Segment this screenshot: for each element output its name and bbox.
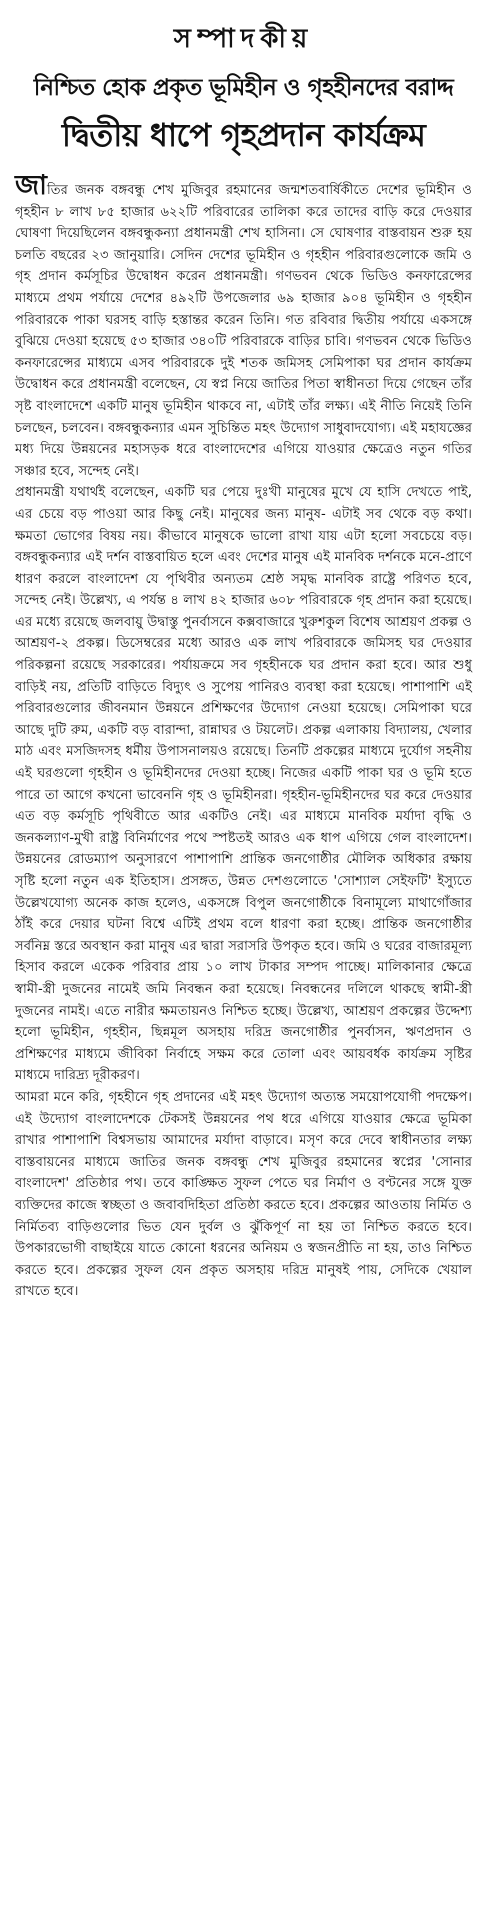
drop-cap: জা (15, 170, 47, 201)
paragraph-1-text: তির জনক বঙ্গবন্ধু শেখ মুজিবুর রহমানের জন্মশতবার্ষিকীতে দেশের ভূমিহীন ও গৃহহীন ৮ লাখ ৮৫ হাজার ৬২২টি পরিবারের তালিকা করে তাদের বাড়ি করে দেওয়ার ঘোষণা দিয়েছিলেন বঙ্গবন্ধুকন্যা প্রধানমন্ত্রী শেখ হাসিনা। সে ঘোষণার বাস্তবায়ন শুরু হয় চলতি বছরের ২৩ জানুয়ারি। সেদিন দেশের ভূমিহীন ও গৃহহীন পরিবারগুলোকে জমি ও গৃহ প্রদান কর্মসূচির উদ্বোধন করেন প্রধানমন্ত্রী। গণভবন থেকে ভিডিও কনফারেন্সের মাধ্যমে প্রথম পর্যায়ে দেশের ৪৯২টি উপজেলার ৬৯ হাজার ৯০৪ ভূমিহীন ও গৃহহীন পরিবারকে পাকা ঘরসহ বাড়ি হস্তান্তর করেন তিনি। গত রবিবার দ্বিতীয় পর্যায়ে একসঙ্গে বুঝিয়ে দেওয়া হয়েছে ৫৩ হাজার ৩৪০টি পরিবারকে বাড়ির চাবি। গণভবন থেকে ভিডিও কনফারেন্সের মাধ্যমে এসব পরিবারকে দুই শতক জমিসহ সেমিপাকা ঘর প্রদান কার্যক্রম উদ্বোধন করে প্রধানমন্ত্রী বলেছেন, যে স্বপ্ন নিয়ে জাতির পিতা স্বাধীনতা দিয়ে গেছেন তাঁর সৃষ্ট বাংলাদেশে একটি মানুষ ভূমিহীন থাকবে না, এটাই তাঁর লক্ষ্য। এই নীতি নিয়েই তিনি চলছেন, চলবেন। বঙ্গবন্ধুকন্যার এমন সুচিন্তিত মহৎ উদ্যোগ সাধুবাদযোগ্য। এই মহাযজ্ঞের মধ্য দিয়ে উন্নয়নের মহাসড়ক ধরে বাংলাদেশের এগিয়ে যাওয়ার ক্ষেত্রেও নতুন গতির সঞ্চার হবে, সন্দেহ নেই। (15, 183, 472, 479)
paragraph-1 (15, 170, 472, 482)
article-body (15, 170, 472, 1303)
paragraph-2: প্রধানমন্ত্রী যথার্থই বলেছেন, একটি ঘর পেয়ে দুঃখী মানুষের মুখে যে হাসি দেখতে পাই, এর চেয়ে বড় পাওয়া আর কিছু নেই। মানুষের জন্য মানুষ- এটাই সব থেকে বড় কথা। ক্ষমতা ভোগের বিষয় নয়। কীভাবে মানুষকে ভালো রাখা যায় এটা হলো সবচেয়ে বড়। বঙ্গবন্ধুকন্যার এই দর্শন বাস্তবায়িত হলে এবং দেশের মানুষ এই মানবিক দর্শনকে মনে-প্রাণে ধারণ করলে বাংলাদেশ যে পৃথিবীর অন্যতম শ্রেষ্ঠ সমৃদ্ধ মানবিক রাষ্ট্রে পরিণত হবে, সন্দেহ নেই। উল্লেখ্য, এ পর্যন্ত ৪ লাখ ৪২ হাজার ৬০৮ পরিবারকে গৃহ প্রদান করা হয়েছে। এর মধ্যে রয়েছে জলবায়ু উদ্বাস্তু পুনর্বাসনে কক্সবাজারে খুরুশকুল বিশেষ আশ্রয়ণ প্রকল্প ও আশ্রয়ণ-২ প্রকল্প। ডিসেম্বরের মধ্যে আরও এক লাখ পরিবারকে জমিসহ ঘর দেওয়ার পরিকল্পনা রয়েছে সরকারের। পর্যায়ক্রমে সব গৃহহীনকে ঘর প্রদান করা হবে। আর শুধু বাড়িই নয়, প্রতিটি বাড়িতে বিদ্যুৎ ও সুপেয় পানিরও ব্যবস্থা করা হয়েছে। পাশাপাশি এই পরিবারগুলোর জীবনমান উন্নয়নে প্রশিক্ষণের উদ্যোগ নেওয়া হয়েছে। সেমিপাকা ঘরে আছে দুটি রুম, একটি বড় বারান্দা, রান্নাঘর ও টয়লেট। প্রকল্প এলাকায় বিদ্যালয়, খেলার মাঠ এবং মসজিদসহ ধর্মীয় উপাসনালয়ও রয়েছে। তিনটি প্রকল্পের মাধ্যমে দুর্যোগ সহনীয় এই ঘরগুলো গৃহহীন ও ভূমিহীনদের দেওয়া হচ্ছে। নিজের একটি পাকা ঘর ও ভূমি হতে পারে তা আগে কখনো ভাবেননি গৃহ ও ভূমিহীনরা। গৃহহীন-ভূমিহীনদের ঘর করে দেওয়ার এত বড় কর্মসূচি পৃথিবীতে আর একটিও নেই। এর মাধ্যমে মানবিক মর্যাদা বৃদ্ধি ও জনকল্যাণ-মুখী রাষ্ট্র বিনির্মাণের পথে স্পষ্টতই আরও এক ধাপ এগিয়ে গেল বাংলাদেশ। উন্নয়নের রোডম্যাপ অনুসারণে পাশাপাশি প্রান্তিক জনগোষ্ঠীর মৌলিক অধিকার রক্ষায় সৃষ্টি হলো নতুন এক ইতিহাস। প্রসঙ্গত, উন্নত দেশগুলোতে 'সোশ্যাল সেইফটি' ইস্যুতে উল্লেখযোগ্য অনেক কাজ হলেও, একসঙ্গে বিপুল জনগোষ্ঠীকে বিনামূল্যে মাথাগোঁজার ঠাঁই করে দেয়ার ঘটনা বিশ্বে এটিই প্রথম বলে ধারণা করা হচ্ছে। প্রান্তিক জনগোষ্ঠীর সর্বনিম্ন স্তরে অবস্থান করা মানুষ এর দ্বারা সরাসরি উপকৃত হবে। জমি ও ঘরের বাজারমূল্য হিসাব করলে একেক পরিবার প্রায় ১০ লাখ টাকার সম্পদ পাচ্ছে। মালিকানার ক্ষেত্রে স্বামী-স্ত্রী দুজনের নামেই জমি নিবন্ধন করা হয়েছে। নিবন্ধনের দলিলে থাকছে স্বামী-স্ত্রী দুজনের নামই। এতে নারীর ক্ষমতায়নও নিশ্চিত হচ্ছে। উল্লেখ্য, আশ্রয়ণ প্রকল্পের উদ্দেশ্য হলো ভূমিহীন, গৃহহীন, ছিন্নমূল অসহায় দরিদ্র জনগোষ্ঠীর পুনর্বাসন, ঋণপ্রদান ও প্রশিক্ষণের মাধ্যমে জীবিকা নির্বাহে সক্ষম করে তোলা এবং আয়বর্ধক কার্যক্রম সৃষ্টির মাধ্যমে দারিদ্র্য দূরীকরণ। (15, 485, 472, 1084)
headline-line-2: দ্বিতীয় ধাপে গৃহপ্রদান কার্যক্রম (61, 116, 426, 154)
headline-line-1: নিশ্চিত হোক প্রকৃত ভূমিহীন ও গৃহহীনদের বরাদ্দ (33, 75, 454, 101)
editorial-headline (15, 70, 472, 160)
section-label: সম্পাদকীয় (173, 24, 314, 54)
paragraph-3: আমরা মনে করি, গৃহহীনে গৃহ প্রদানের এই মহৎ উদ্যোগ অত্যন্ত সময়োপযোগী পদক্ষেপ। এই উদ্যোগ বাংলাদেশকে টেকসই উন্নয়নের পথ ধরে এগিয়ে যাওয়ার ক্ষেত্রে ভূমিকা রাখার পাশাপাশি বিশ্বসভায় আমাদের মর্যাদা বাড়াবে। মসৃণ করে দেবে স্বাধীনতার লক্ষ্য বাস্তবায়নের মাধ্যমে জাতির জনক বঙ্গবন্ধু শেখ মুজিবুর রহমানের স্বপ্নের 'সোনার বাংলাদেশ' প্রতিষ্ঠার পথ। তবে কাঙ্ক্ষিত সুফল পেতে ঘর নির্মাণ ও বণ্টনের সঙ্গে যুক্ত ব্যক্তিদের কাজে স্বচ্ছতা ও জবাবদিহিতা প্রতিষ্ঠা করতে হবে। প্রকল্পের আওতায় নির্মিত ও নির্মিতব্য বাড়িগুলোর ভিত যেন দুর্বল ও ঝুঁকিপূর্ণ না হয় তা নিশ্চিত করতে হবে। উপকারভোগী বাছাইয়ে যাতে কোনো ধরনের অনিয়ম ও স্বজনপ্রীতি না হয়, তাও নিশ্চিত করতে হবে। প্রকল্পের সুফল যেন প্রকৃত অসহায় দরিদ্র মানুষই পায়, সেদিকে খেয়াল রাখতে হবে। (15, 1089, 472, 1300)
